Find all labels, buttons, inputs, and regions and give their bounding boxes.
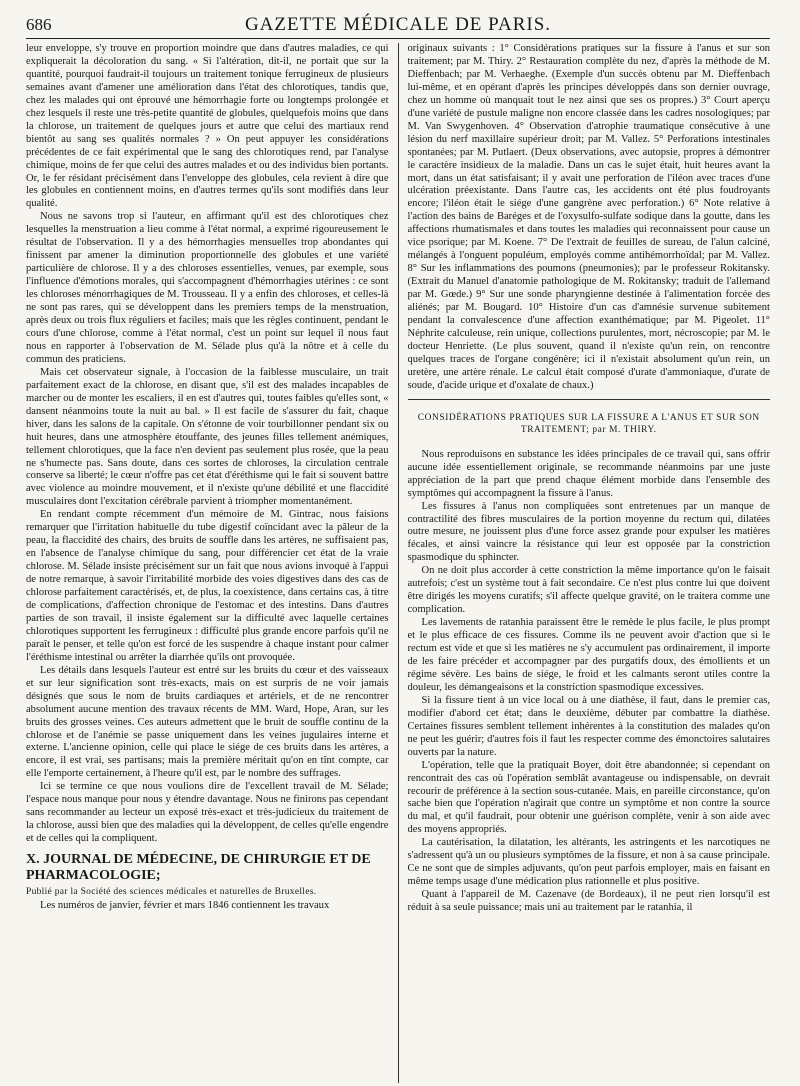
paragraph: L'opération, telle que la pratiquait Boyer, doit être abandonnée; si cependant on rencontrait des cas où l'opération semblât avantageuse ou indispensable, on devrait recourir de préférence à la section sous-cutanée. Mais, en pareille circonstance, qu'on sache bien que l'opération n'agirait que contre un symptôme et non contre la source du mal, et qu'il faudrait, pour obtenir une guérison complète, venir à son aide avec des moyens appropriés. xyxy=(407,759,770,836)
paragraph: Les lavements de ratanhia paraissent être le remède le plus facile, le plus prompt et le plus efficace de ces fissures. Comme ils ne peuvent avoir d'action que si le rectum est vide et que si les matières ne s'y accumulent pas ordinairement, il importe de les faire précéder et accompagner par des purgatifs doux, des émollients et un régime sévère. Les bains de siége, le froid et les calmants seront utiles contre la douleur, les démangeaisons et la constriction spasmodique excessives. xyxy=(407,617,770,693)
paragraph: La cautérisation, la dilatation, les altérants, les astringents et les narcotiques ne s'adressent qu'à un ou plusieurs symptômes de la fissure, et non à sa cause principale. Ce ne sont que de simples adjuvants, qu'on peut parfois employer, mais en faisant en même temps usage d'une médication plus rationnelle et plus positive. xyxy=(407,837,770,888)
divider xyxy=(408,399,771,400)
text-columns xyxy=(26,43,770,1083)
paragraph: Nous ne savons trop si l'auteur, en affirmant qu'il est des chlorotiques chez lesquelles la menstruation a lieu comme à l'état normal, a exprimé rigoureusement le résultat de l'observation. Il y a des hémorrhagies mensuelles trop abondantes qui finissent par amener la diminution proportionnelle des globules et une variété particulière de chlorose. Il y a des chloroses essentielles, venues, par exemple, sous l'influence d'émotions morales, qui s'accompagnent d'hémorrhagies utérines : ce sont les chloroses ménorrhagiques de M. Trousseau. Il y a enfin des chloroses, et celles-là ne sont pas rares, qui se développent dans les premiers temps de la menstruation, après deux ou trois flux réguliers et faciles; mais que les règles continuent, pendant le cours d'une chlorose, comme à l'état normal, c'est un point sur lequel il nous faut nous en rapporter à l'observation de M. Sélade plus qu'à la nôtre et à celle du commun des praticiens. xyxy=(26,211,389,365)
running-title: GAZETTE MÉDICALE DE PARIS. xyxy=(244,14,552,35)
page-header xyxy=(26,14,770,39)
page-number: 686 xyxy=(26,15,52,34)
paragraph: Les détails dans lesquels l'auteur est entré sur les bruits du cœur et des vaisseaux et sur leur signification sont très-exacts, mais on est surpris de ne voir jamais désignés que sous le nom de bruits cardiaques et artériels, et de ne rencontrer absolument aucune mention des travaux récents de MM. Ward, Hope, Aran, sur les bruits des grosses veines. Ces auteurs admettent que le bruit de souffle continu de la chlorose et de l'anémie se passe uniquement dans les veines jugulaires interne et externe. L'ancienne opinion, celle qui place le siége de ces bruits dans les artères, a encore, il est vrai, ses partisans; mais la première méritait qu'on en tînt compte, car elle l'emporte certainement, à l'heure qu'il est, par le nombre des suffrages. xyxy=(26,664,389,780)
paragraph: Mais cet observateur signale, à l'occasion de la faiblesse musculaire, un trait parfaitement exact de la chlorose, en disant que, s'il est des malades incapables de marcher ou de monter les escaliers, il en est d'autres qui, toutes faibles qu'elles sont, « dansent néanmoins toute la nuit au bal. » Il est facile de s'assurer du fait, chaque hiver, dans les salons de la capitale. On s'étonne de voir tourbillonner pendant six ou huit heures, dans une atmosphère étouffante, des jeunes filles tellement anémiques, tellement chlorotiques, que la face n'en devient pas seulement plus rosée, que la peau ne s'humecte pas. Sans doute, dans ces sortes de chloroses, la circulation centrale conserve sa liberté; le cœur n'offre pas cet état d'éréthisme qui le fait si souvent battre avec violence au moindre mouvement, et il n'existe qu'une débilité et une flaccidité musculaires dont l'excitation cérébrale parvient à triompher momentanément. xyxy=(26,366,389,508)
right-column xyxy=(398,43,771,1083)
paragraph: En rendant compte récemment d'un mémoire de M. Gintrac, nous faisions remarquer que l'irritation habituelle du tube digestif coïncidant avec la pâleur de la peau, la flaccidité des chairs, des bruits de souffle dans les artères, ne suffisaient pas, en l'absence de l'analyse chimique du sang, pour différencier cet état de la vraie chlorose. M. Sélade insiste précisément sur un fait que nous avions invoqué à l'appui de notre remarque, à savoir l'irritabilité morbide des voies digestives dans des cas de chlorose parfaitement caractérisés, et, de plus, la coexistence, dans certains cas, à titre de complications, d'affection chronique de l'estomac et des intestins. Dans d'autres parties de son travail, il insiste également sur la difficulté avec laquelle certaines chlorotiques supportent les ferrugineux : difficulté plus grande encore parfois qu'il ne paraît le penser, et telle qu'on est forcé de les suspendre à chaque instant pour calmer l'éréthisme intestinal ou arrêter la diarrhée qu'ils ont provoquée. xyxy=(26,509,389,663)
paragraph: Si la fissure tient à un vice local ou à une diathèse, il faut, dans le premier cas, modifier d'abord cet état; dans le deuxième, débuter par combattre la diathèse. Certaines fissures semblent tellement inhérentes à la constitution des malades qu'on ne peut les guérir; d'autres fois il faut les respecter comme des émonctoires salutaires ouverts par la nature. xyxy=(407,694,770,758)
section-publisher: Publié par la Société des sciences médicales et naturelles de Bruxelles. xyxy=(26,887,317,898)
left-column xyxy=(26,43,398,1083)
section-intro: Les numéros de janvier, février et mars 1846 contiennent les travaux xyxy=(40,900,330,912)
article-heading: CONSIDÉRATIONS PRATIQUES SUR LA FISSURE A L'ANUS ET SUR SON TRAITEMENT; par M. THIRY. xyxy=(417,412,760,436)
paragraph: Ici se termine ce que nous voulions dire de l'excellent travail de M. Sélade; l'espace nous manque pour nous y étendre davantage. Nous ne finirons pas cependant sans recommander au lecteur un exposé très-exact et très-judicieux du traitement de la chlorose, aussi bien que des maladies qui la développent, de celles qu'elle engendre et de celles qui la compliquent. xyxy=(26,781,389,845)
paragraph: leur enveloppe, s'y trouve en proportion moindre que dans d'autres maladies, ce qui expliquerait la décoloration du sang. « Si l'altération, dit-il, ne portait que sur la quantité, pourquoi faudrait-il toujours un traitement tonique ferrugineux de plusieurs semaines avant d'amener une amélioration dans l'état des chlorotiques, tandis que, chez les malades qui ont éprouvé une hémorrhagie forte ou longtemps prolongée et chez lesquels il reste une très-petite quantité de globules, quelquefois moins que dans la chlorose, un traitement de quelques jours et autre que celui des martiaux rend bientôt au sang ses qualités normales ? » On peut appuyer les considérations précédentes de ce fait expérimental que le sang des chlorotiques rend, par l'analyse chimique, moins de fer que celui des autres malades et ou des individus bien portants. Or, le fer résidant précisément dans l'enveloppe des globules, cela revient à dire que les globules en contiennent moins, en d'autres termes qu'ils sont modifiés dans leur qualité. xyxy=(26,43,389,210)
paragraph: originaux suivants : 1° Considérations pratiques sur la fissure à l'anus et sur son traitement; par M. Thiry. 2° Restauration complète du nez, d'après la méthode de M. Dieffenbach; par M. Verhaeghe. (Exemple d'un succès obtenu par M. Dieffenbach lui-même, et en opérant d'après les principes développés dans son dernier ouvrage, chez un homme où manquait tout le nez ainsi que ses os propres.) 3° Court aperçu d'une variété de pustule maligne non encore classée dans les cadres nosologiques; par M. Van Swygenhoven. 4° Observation d'atrophie traumatique consécutive à une lésion du nerf maxillaire supérieur droit; par M. Vallez. 5° Perforations intestinales spontanées; par M. Putlaert. (Deux observations, avec autopsie, propres à démontrer le caractère insidieux de la maladie. Dans un cas le sujet était, huit heures avant la mort, dans un état satisfaisant; il y avait une perforation de l'iléon avec traces d'une ulcération préexistante. Dans l'autre cas, les accidents ont été plus foudroyants encore; l'iléon était le siége d'une gangrène avec perforation.) 6° Note relative à l'action des bains de Baréges et de l'oxysulfo-sulfate sodique dans la goutte, dans les affections rhumatismales et dans toutes les maladies qui reconnaissent pour cause un vice psorique; par M. Koene. 7° De l'extrait de feuilles de sureau, de l'alun calciné, mélangés à l'onguent populéum, employés comme antihémorrhoïdal; par M. Vallez. 8° Sur les inflammations des poumons (pneumonies); par le professeur Rokitansky. (Extrait du Manuel d'anatomie pathologique de M. Rokitansky; traduit de l'allemand par M. Gœde.) 9° Sur une sonde pharyngienne destinée à l'alimentation forcée des aliénés; par M. Bougard. 10° Histoire d'un cas d'amnésie survenue subitement pendant la convalescence d'une affection exanthématique; par M. Pigeolet. 11° Néphrite calculeuse, rein unique, collections purulentes, mort, nécroscopie; par M. le docteur Henriette. (Le plus souvent, quand il n'existe qu'un rein, on rencontre quelques traces de l'organe congénère; ici il n'existait absolument qu'un rein, un uretère, une artère rénale. Le calcul était composé d'urate d'ammoniaque, d'urate de soude, d'acide urique et d'oxalate de chaux.) xyxy=(407,43,770,391)
section-title: X. JOURNAL DE MÉDECINE, DE CHIRURGIE ET DE PHARMACOLOGIE; xyxy=(26,852,371,884)
paragraph: On ne doit plus accorder à cette constriction la même importance qu'on le faisait autrefois; c'est un système tout à fait secondaire. Ce n'est plus contre lui que doivent être dirigés les moyens curatifs; s'il affecte quelque gravité, on le traitera comme une complication. xyxy=(407,565,770,616)
paragraph: Quant à l'appareil de M. Cazenave (de Bordeaux), il ne peut rien lorsqu'il est réduit à sa seule puissance; mais uni au traitement par le ratanhia, il xyxy=(407,889,770,914)
paragraph: Nous reproduisons en substance les idées principales de ce travail qui, sans offrir aucune idée essentiellement originale, se recommande néanmoins par une juste appréciation de la part que prend chaque élément morbide dans l'ensemble des symptômes qui accompagnent la fissure à l'anus. xyxy=(407,448,770,499)
paragraph: Les fissures à l'anus non compliquées sont entretenues par un manque de contractilité des fibres musculaires de la portion moyenne du rectum qui, dilatées outre mesure, ne jouissent plus d'une force assez grande pour expulser les matières fécales, et ainsi vaincre la résistance qui leur est opposée par la constriction spasmodique du sphincter. xyxy=(407,500,770,564)
